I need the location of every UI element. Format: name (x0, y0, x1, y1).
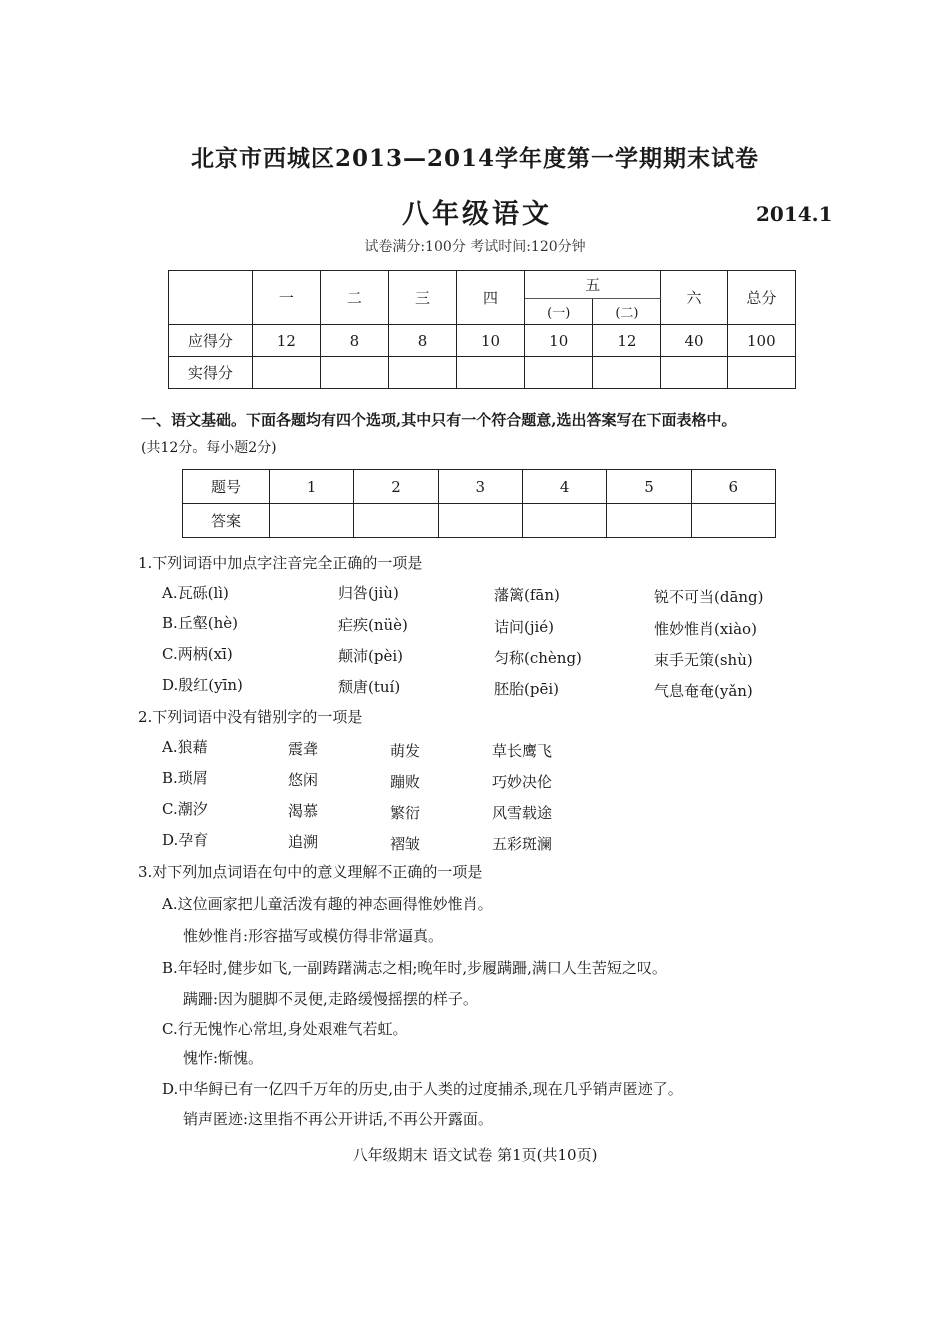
q1-option-a-1: A.瓦砾(lì) (162, 584, 229, 602)
score-header: 五 (525, 271, 661, 299)
q1-option-b-4: 惟妙惟肖(xiào) (654, 620, 757, 638)
score-subheader: (一) (525, 299, 593, 325)
q2-option-d-1: D.孕育 (162, 831, 209, 849)
q2-option-b-1: B.琐屑 (162, 769, 208, 787)
score-value: 8 (388, 325, 456, 357)
answer-row-label: 题号 (183, 470, 270, 504)
q3-item-c-explanation: 愧怍:惭愧。 (183, 1049, 264, 1067)
score-value: 12 (593, 325, 661, 357)
q1-option-c-3: 匀称(chèng) (494, 649, 582, 667)
exam-subtitle: 八年级语文 (402, 199, 552, 230)
page-footer: 八年级期末 语文试卷 第1页(共10页) (352, 1146, 598, 1164)
answer-blank-cell[interactable] (438, 504, 522, 538)
q3-item-b-explanation: 蹒跚:因为腿脚不灵便,走路缓慢摇摆的样子。 (183, 990, 478, 1008)
section1-note: (共12分。每小题2分) (141, 440, 277, 456)
q2-option-d-2: 追溯 (288, 833, 319, 851)
q2-option-d-4: 五彩斑澜 (492, 835, 553, 853)
q2-option-b-3: 蹦败 (390, 773, 421, 791)
q2-option-c-4: 风雪载途 (492, 804, 553, 822)
exam-title: 北京市西城区2013—2014学年度第一学期期末试卷 (190, 145, 760, 172)
q2-option-a-2: 震聋 (288, 740, 319, 758)
score-blank-cell[interactable] (252, 357, 320, 389)
answer-blank-cell[interactable] (354, 504, 438, 538)
answer-table (182, 469, 776, 538)
answer-blank-cell[interactable] (607, 504, 691, 538)
score-header: 一 (252, 271, 320, 325)
q2-option-c-3: 繁衍 (390, 804, 421, 822)
score-subheader: (二) (593, 299, 661, 325)
answer-number: 2 (354, 470, 438, 504)
q1-option-d-2: 颓唐(tuí) (338, 678, 401, 696)
score-blank-cell[interactable] (727, 357, 795, 389)
q2-option-d-3: 褶皱 (390, 835, 421, 853)
answer-number: 1 (270, 470, 354, 504)
score-row-label: 应得分 (169, 325, 253, 357)
q1-option-b-1: B.丘壑(hè) (162, 614, 239, 632)
score-header: 四 (456, 271, 524, 325)
exam-date: 2014.1 (756, 202, 833, 226)
q2-option-b-2: 悠闲 (288, 771, 319, 789)
exam-meta: 试卷满分:100分 考试时间:120分钟 (364, 239, 586, 255)
score-blank-cell[interactable] (320, 357, 388, 389)
answer-blank-cell[interactable] (522, 504, 606, 538)
q2-option-a-3: 萌发 (390, 742, 421, 760)
q1-option-d-3: 胚胎(pēi) (494, 680, 559, 698)
q1-option-c-2: 颠沛(pèi) (338, 647, 403, 665)
q2-stem: 2.下列词语中没有错别字的一项是 (138, 708, 363, 726)
score-table (168, 270, 796, 389)
score-value: 10 (456, 325, 524, 357)
q1-stem: 1.下列词语中加点字注音完全正确的一项是 (138, 554, 423, 572)
score-value: 100 (727, 325, 795, 357)
q2-option-c-2: 渴慕 (288, 802, 319, 820)
score-value: 8 (320, 325, 388, 357)
q1-option-d-4: 气息奄奄(yǎn) (654, 682, 753, 700)
q3-item-c: C.行无愧怍心常坦,身处艰难气若虹。 (162, 1020, 408, 1038)
q1-option-c-4: 束手无策(shù) (654, 651, 753, 669)
q1-option-a-2: 归咎(jiù) (338, 584, 399, 602)
q2-option-c-1: C.潮汐 (162, 800, 208, 818)
q3-item-b: B.年轻时,健步如飞,一副踌躇满志之相;晚年时,步履蹒跚,满口人生苦短之叹。 (162, 959, 667, 977)
score-row-label: 实得分 (169, 357, 253, 389)
answer-number: 3 (438, 470, 522, 504)
q2-option-b-4: 巧妙决伦 (492, 773, 553, 791)
answer-row-label: 答案 (183, 504, 270, 538)
q3-item-d: D.中华鲟已有一亿四千万年的历史,由于人类的过度捕杀,现在几乎销声匿迹了。 (162, 1080, 683, 1098)
score-blank-cell[interactable] (593, 357, 661, 389)
answer-blank-cell[interactable] (691, 504, 775, 538)
q3-stem: 3.对下列加点词语在句中的意义理解不正确的一项是 (138, 863, 483, 881)
q1-option-b-2: 疟疾(nüè) (338, 616, 408, 634)
answer-number: 6 (691, 470, 775, 504)
q3-item-a-explanation: 惟妙惟肖:形容描写或模仿得非常逼真。 (183, 927, 444, 945)
score-header: 三 (388, 271, 456, 325)
q1-option-c-1: C.两柄(xī) (162, 645, 233, 663)
score-value: 12 (252, 325, 320, 357)
q2-option-a-4: 草长鹰飞 (492, 742, 553, 760)
score-header: 六 (661, 271, 727, 325)
q2-option-a-1: A.狼藉 (162, 738, 208, 756)
score-blank-cell[interactable] (661, 357, 727, 389)
score-blank-cell[interactable] (525, 357, 593, 389)
answer-blank-cell[interactable] (270, 504, 354, 538)
score-blank-cell[interactable] (456, 357, 524, 389)
score-header: 总分 (727, 271, 795, 325)
score-value: 40 (661, 325, 727, 357)
q1-option-d-1: D.殷红(yīn) (162, 676, 243, 694)
score-table-corner (169, 271, 253, 325)
score-header: 二 (320, 271, 388, 325)
answer-number: 5 (607, 470, 691, 504)
score-blank-cell[interactable] (388, 357, 456, 389)
answer-number: 4 (522, 470, 606, 504)
score-value: 10 (525, 325, 593, 357)
q1-option-b-3: 诘问(jié) (494, 618, 555, 636)
section1-title: 一、语文基础。下面各题均有四个选项,其中只有一个符合题意,选出答案写在下面表格中。 (141, 411, 737, 429)
q3-item-d-explanation: 销声匿迹:这里指不再公开讲话,不再公开露面。 (183, 1110, 493, 1128)
q1-option-a-4: 锐不可当(dāng) (654, 588, 764, 606)
q1-option-a-3: 藩篱(fān) (494, 586, 560, 604)
q3-item-a: A.这位画家把儿童活泼有趣的神态画得惟妙惟肖。 (162, 895, 493, 913)
